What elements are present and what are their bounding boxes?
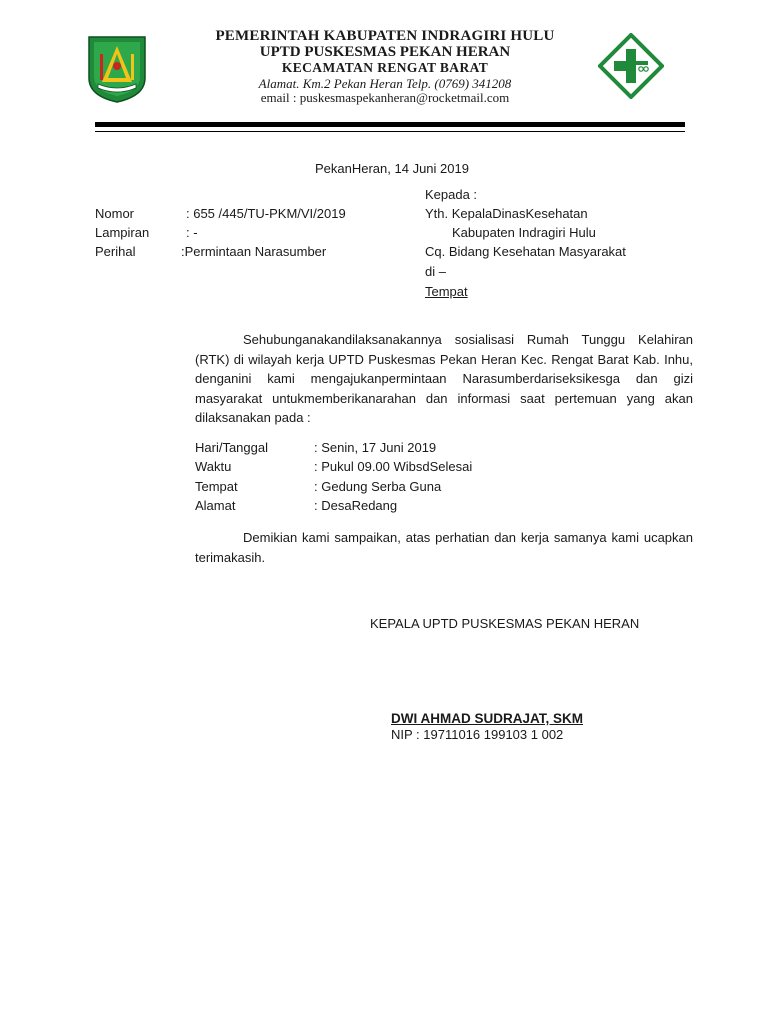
letterhead-district: KECAMATAN RENGAT BARAT	[281, 60, 489, 75]
schedule-value-waktu: : Pukul 09.00 WibsdSelesai	[314, 459, 473, 474]
schedule-label-alamat: Alamat	[195, 498, 236, 513]
letterhead-email: email : puskesmaspekanheran@rocketmail.com	[260, 90, 510, 105]
schedule-value-hari: : Senin, 17 Juni 2019	[314, 440, 437, 455]
recipient-kepada: Kepada :	[425, 187, 478, 202]
letterhead-government: PEMERINTAH KABUPATEN INDRAGIRI HULU	[215, 28, 555, 44]
recipient-line4: di –	[425, 264, 446, 279]
schedule-label-tempat: Tempat	[195, 479, 238, 494]
recipient-line1: Yth. KepalaDinasKesehatan	[425, 206, 588, 221]
body-paragraph: Sehubunganakandilaksanakannya sosialisasi Rumah Tunggu Kelahiran (RTK) di wilayah kerja UPTD Puskesmas Pekan Heran Kec. Rengat Barat Kab. Inhu, denganini kami mengajukanpermintaan Narasumberdariseksikesga dan gizi masyarakat untukmemberikanarahan dan informasi saat pertemuan yang akan dilaksanakan pada :	[195, 332, 693, 425]
regency-coat-of-arms-icon	[86, 34, 148, 104]
signature-nip: NIP : 19711016 199103 1 002	[391, 727, 564, 742]
letterhead-address: Alamat. Km.2 Pekan Heran Telp. (0769) 341208	[258, 76, 512, 91]
meta-label-perihal: Perihal	[95, 244, 136, 259]
schedule-label-hari: Hari/Tanggal	[195, 440, 268, 455]
schedule-value-alamat: : DesaRedang	[314, 498, 398, 513]
signature-title: KEPALA UPTD PUSKESMAS PEKAN HERAN	[370, 616, 640, 631]
letterhead-thin-rule	[95, 131, 685, 132]
recipient-line5: Tempat	[425, 284, 468, 299]
signature-name: DWI AHMAD SUDRAJAT, SKM	[391, 711, 583, 726]
meta-label-lampiran: Lampiran	[95, 225, 150, 240]
letterhead-institution: UPTD PUSKESMAS PEKAN HERAN	[259, 44, 511, 60]
letterhead-thick-rule	[95, 122, 685, 127]
schedule-value-tempat: : Gedung Serba Guna	[314, 479, 442, 494]
schedule-label-waktu: Waktu	[195, 459, 232, 474]
meta-label-nomor: Nomor	[95, 206, 135, 221]
meta-value-nomor: : 655 /445/TU-PKM/VI/2019	[186, 206, 346, 221]
recipient-line3: Cq. Bidang Kesehatan Masyarakat	[425, 244, 626, 259]
meta-value-lampiran: : -	[186, 225, 198, 240]
meta-value-perihal: :Permintaan Narasumber	[181, 244, 327, 259]
recipient-line2: Kabupaten Indragiri Hulu	[452, 225, 596, 240]
date-line: PekanHeran, 14 Juni 2019	[315, 161, 469, 176]
closing-paragraph: Demikian kami sampaikan, atas perhatian dan kerja samanya kami ucapkan terimakasih.	[195, 530, 693, 565]
puskesmas-cross-logo-icon	[598, 33, 664, 99]
